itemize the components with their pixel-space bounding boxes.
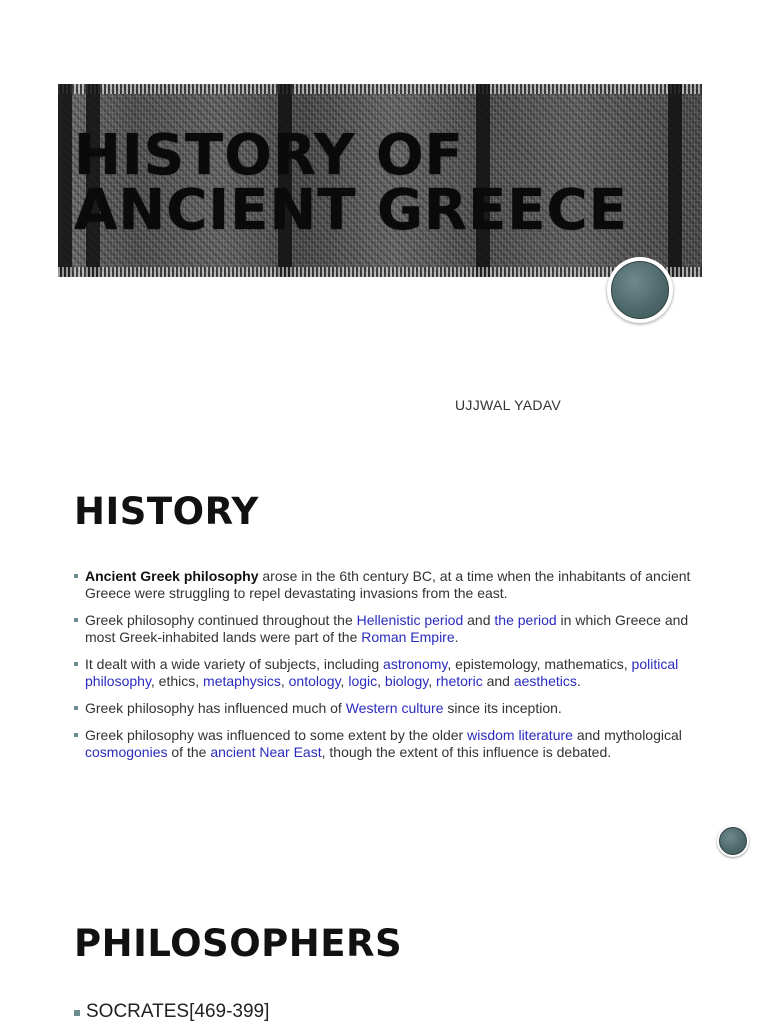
philosopher-list	[74, 1000, 269, 1024]
bullet-square-icon	[74, 662, 78, 666]
wiki-link[interactable]: Western culture	[345, 700, 444, 716]
bullet-text: in which Greece and most Greek-inhabited lands were part of the	[85, 612, 689, 645]
history-bullet-item	[74, 612, 696, 646]
bullet-square-icon	[74, 1010, 80, 1016]
bullet-square-icon	[74, 733, 78, 737]
bullet-text: It dealt with a wide variety of subjects, including	[85, 656, 384, 672]
decorative-circle-icon	[607, 257, 673, 323]
bullet-square-icon	[74, 574, 78, 578]
bullet-text: .	[454, 629, 459, 645]
bullet-text: ,	[428, 673, 437, 689]
history-bullet-item	[74, 656, 696, 690]
history-bullet-item	[74, 700, 696, 717]
wiki-link[interactable]: ancient Near East	[210, 744, 322, 760]
banner-dark-band	[668, 84, 682, 277]
banner-edge-top	[58, 84, 702, 94]
bullet-text: ,	[280, 673, 289, 689]
bullet-text: ,	[377, 673, 385, 689]
wiki-link[interactable]: metaphysics	[203, 673, 281, 689]
slide-title	[74, 123, 628, 243]
bullet-text: since its inception.	[443, 700, 562, 716]
bullet-square-icon	[74, 618, 78, 622]
wiki-link[interactable]: the period	[494, 612, 557, 628]
bullet-text: of the	[167, 744, 211, 760]
wiki-link[interactable]: wisdom literature	[467, 727, 573, 743]
author-name: UJJWAL YADAV	[455, 397, 562, 413]
wiki-link[interactable]: political philosophy	[85, 656, 679, 689]
decorative-circle-small-icon	[717, 825, 749, 857]
bullet-text: arose in the 6th century BC, at a time when the inhabitants of ancient Greece were struggling to repel devastating invasions from the east.	[85, 568, 691, 601]
bullet-text: , epistemology, mathematics,	[447, 656, 632, 672]
bullet-text: Greek philosophy continued throughout the	[85, 612, 357, 628]
wiki-link[interactable]: biology	[384, 673, 429, 689]
philosopher-name: SOCRATES[469-399]	[86, 1001, 270, 1022]
wiki-link[interactable]: aesthetics	[513, 673, 577, 689]
philosophers-heading: PHILOSOPHERS	[74, 922, 403, 965]
bullet-text: and	[482, 673, 514, 689]
wiki-link[interactable]: cosmogonies	[85, 744, 168, 760]
wiki-link[interactable]: Roman Empire	[361, 629, 455, 645]
bullet-text: , ethics,	[150, 673, 204, 689]
bullet-text: Greek philosophy has influenced much of	[85, 700, 346, 716]
bullet-text: , though the extent of this influence is debated.	[321, 744, 612, 760]
wiki-link[interactable]: rhetoric	[436, 673, 483, 689]
slide-title-line-2: ANCIENT GREECE	[74, 178, 628, 243]
wiki-link[interactable]: logic	[348, 673, 378, 689]
history-bullet-item	[74, 568, 696, 602]
wiki-link[interactable]: astronomy	[383, 656, 448, 672]
bullet-square-icon	[74, 706, 78, 710]
bold-term: Ancient Greek philosophy	[85, 568, 259, 584]
bullet-text: and mythological	[572, 727, 682, 743]
history-bullet-list	[74, 568, 696, 771]
banner-edge-bottom	[58, 267, 702, 277]
wiki-link[interactable]: ontology	[288, 673, 341, 689]
bullet-text: .	[576, 673, 581, 689]
wiki-link[interactable]: Hellenistic period	[356, 612, 464, 628]
banner-dark-band	[58, 84, 72, 277]
slide-title-line-1: HISTORY OF	[74, 123, 464, 188]
decorative-circle-small-inner	[719, 827, 747, 855]
bullet-text: Greek philosophy was influenced to some extent by the older	[85, 727, 468, 743]
bullet-text: ,	[340, 673, 349, 689]
bullet-text: and	[463, 612, 495, 628]
history-bullet-item	[74, 727, 696, 761]
philosopher-item	[74, 1000, 269, 1024]
decorative-circle-inner	[611, 261, 669, 319]
history-heading: HISTORY	[74, 490, 259, 533]
